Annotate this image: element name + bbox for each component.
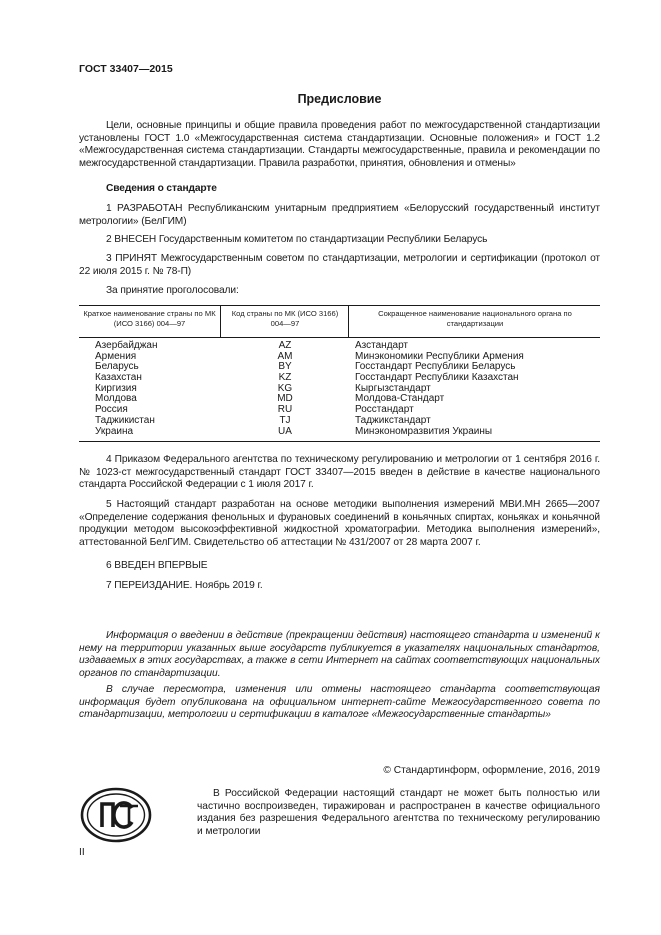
- copyright-line: © Стандартинформ, оформление, 2016, 2019: [383, 765, 600, 776]
- body-cell: Госстандарт Республики Беларусь: [355, 361, 516, 373]
- code-cell: AZ: [278, 340, 292, 351]
- item-3-paragraph: 3 ПРИНЯТ Межгосударственным советом по стандартизации, метрологии и сертификации (протокол от 22 июля 2015 г. № 78-П): [79, 253, 600, 277]
- info-heading: Сведения о стандарте: [106, 183, 217, 194]
- country-cell: Украина: [95, 425, 134, 437]
- code-cell: KG: [277, 382, 293, 394]
- intro-paragraph: Цели, основные принципы и общие правила проведения работ по межгосударственной стандартизации установлены ГОСТ 1.0 «Межгосударственная система стандартизации. Основные положения» и ГОСТ 1.2 «Межгосударственная система стандартизации. Стандарты межгосударственные, правила и рекомендации по межгосударственной стандартизации. Правила разработки, принятия, обновления и отмены»: [79, 120, 600, 169]
- body-cell: Минэкономики Республики Армения: [355, 350, 524, 362]
- info-italic-paragraph-2: В случае пересмотра, изменения или отмены настоящего стандарта соответствующая информация будет опубликована на официальном интернет-сайте Межгосударственного совета по стандартизации, метрологии и сертификации в каталоге «Межгосударственные стандарты»: [79, 684, 600, 721]
- body-cell: Госстандарт Республики Казахстан: [355, 372, 519, 384]
- table-header-country: Краткое наименование страны по МК (ИСО 3166) 004—97: [83, 309, 216, 328]
- table-row: [79, 362, 600, 373]
- item-1-paragraph: 1 РАЗРАБОТАН Республиканским унитарным предприятием «Белорусский государственный институт метрологии» (БелГИМ): [79, 203, 600, 227]
- item-2-paragraph: 2 ВНЕСЕН Государственным комитетом по стандартизации Республики Беларусь: [106, 234, 488, 245]
- body-cell: Азстандарт: [355, 340, 409, 351]
- gost-r-certification-logo-icon: [80, 786, 152, 844]
- table-row: [79, 384, 600, 395]
- table-divider-2: [348, 305, 349, 337]
- table-divider-1: [220, 305, 221, 337]
- code-cell: RU: [277, 404, 293, 416]
- code-cell: UA: [278, 425, 292, 437]
- item-5-paragraph: 5 Настоящий стандарт разработан на основе методики выполнения измерений МВИ.МН 2665—2007 «Определение содержания фенольных и фурановых соединений в коньячных спиртах, коньяках и коньячной продукции методом высокоэффективной жидкостной хроматографии. Методика выполнения измерений», аттестованной БелГИМ. Свидетельство об аттестации № 431/2007 от 28 марта 2007 г.: [79, 499, 600, 548]
- country-cell: Киргизия: [95, 382, 137, 394]
- table-row: [79, 427, 600, 438]
- reproduction-notice: В Российской Федерации настоящий стандарт не может быть полностью или частично воспроизведен, тиражирован и распространен в качестве официального издания без разрешения Федерального агентства по техническому регулированию и метрологии: [197, 788, 600, 837]
- body-cell: Кыргызстандарт: [355, 382, 431, 394]
- table-header-body: Сокращенное наименование национального органа по стандартизации: [378, 309, 572, 328]
- section-title: Предисловие: [297, 92, 382, 106]
- country-cell: Казахстан: [95, 372, 142, 384]
- info-italic-paragraph-1: Информация о введении в действие (прекращении действия) настоящего стандарта и изменений к нему на территории указанных выше государств публикуется в указателях национальных стандартов, издаваемых в этих государствах, а также в сети Интернет на сайтах соответствующих национальных органов по стандартизации.: [79, 630, 600, 679]
- item-7-paragraph: 7 ПЕРЕИЗДАНИЕ. Ноябрь 2019 г.: [106, 580, 263, 591]
- code-cell: BY: [278, 361, 292, 373]
- document-number-header: ГОСТ 33407—2015: [79, 63, 173, 75]
- country-cell: Россия: [95, 404, 128, 416]
- table-row: [79, 352, 600, 363]
- country-cell: Беларусь: [95, 361, 139, 373]
- item-6-paragraph: 6 ВВЕДЕН ВПЕРВЫЕ: [106, 560, 208, 571]
- table-row: [79, 394, 600, 405]
- country-cell: Армения: [95, 350, 137, 362]
- voting-table: [79, 305, 600, 442]
- table-header-code: Код страны по МК (ИСО 3166) 004—97: [231, 309, 339, 328]
- body-cell: Молдова-Стандарт: [355, 393, 445, 405]
- country-cell: Таджикистан: [95, 414, 155, 426]
- code-cell: TJ: [279, 414, 291, 426]
- country-cell: Молдова: [95, 393, 137, 405]
- table-row: [79, 405, 600, 416]
- table-header-rule: [79, 337, 600, 338]
- table-bottom-rule: [79, 441, 600, 442]
- table-row: [79, 373, 600, 384]
- body-cell: Росстандарт: [355, 404, 414, 416]
- code-cell: AM: [277, 350, 293, 362]
- body-cell: Таджикстандарт: [355, 414, 431, 426]
- table-top-rule: [79, 305, 600, 306]
- code-cell: MD: [277, 393, 293, 405]
- item-4-paragraph: 4 Приказом Федерального агентства по техническому регулированию и метрологии от 1 сентября 2016 г. № 1023-ст межгосударственный стандарт ГОСТ 33407—2015 введен в действие в качестве национального стандарта Российской Федерации с 1 июля 2017 г.: [79, 454, 600, 491]
- code-cell: KZ: [278, 372, 292, 384]
- body-cell: Минэкономразвития Украины: [355, 425, 493, 437]
- table-row: [79, 416, 600, 427]
- vote-label: За принятие проголосовали:: [106, 285, 239, 296]
- country-cell: Азербайджан: [95, 340, 158, 351]
- table-body: [79, 341, 600, 437]
- page-number: II: [79, 847, 85, 858]
